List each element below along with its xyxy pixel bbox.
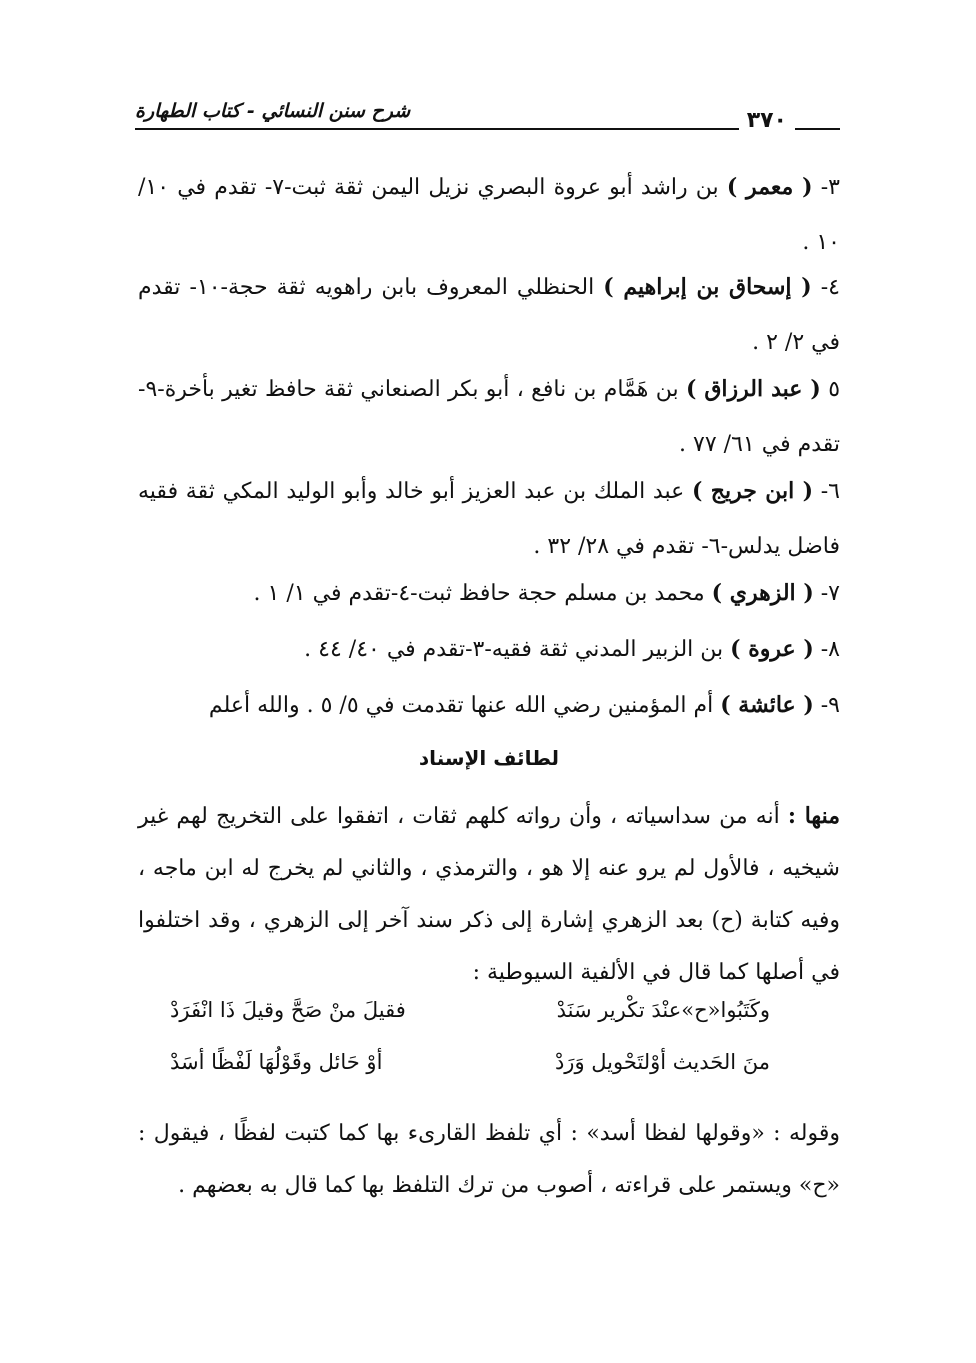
narrator-entry-9: [138, 678, 840, 733]
narrator-name: ( عبد الرزاق ): [685, 376, 821, 402]
poem-verse-1: [170, 998, 770, 1038]
entry-number: ٦-: [820, 479, 840, 504]
narrator-name: ( الزهري ): [711, 580, 814, 606]
narrator-text: بن الزبير المدني ثقة فقيه-٣-تقدم في ٤٠/ ٤٤ .: [304, 637, 724, 662]
verse-first-hemistich: وكَتَبُوا«ح»عنْدَ تكْرير سَنَدْ: [556, 998, 770, 1022]
paragraph-text: أنه من سداسياته ، وأن رواته كلهم ثقات ، اتفقوا على التخريج لهم غير شيخيه ، فالأول لم يرو عنه إلا هو ، والترمذي ، والثاني لم يخرج له ابن ماجه ، وفيه كتابة (ح) بعد الزهري إشارة إلى ذكر سند آخر إلى الزهري ، وقد اختلفوا في أصلها كما قال في الألفية السيوطية :: [138, 804, 840, 985]
narrator-entry-3: [138, 160, 840, 270]
entry-number: ٨-: [820, 637, 840, 662]
narrator-text: عبد الملك بن عبد العزيز أبو خالد وأبو الوليد المكي ثقة فقيه فاضل يدلس-٦- تقدم في ٢٨/ ٣٢ .: [138, 479, 840, 559]
entry-number: ٥: [828, 377, 841, 402]
narrator-text: بن هَمَّام بن نافع ، أبو بكر الصنعاني ثقة حافظ تغير بأخرة-٩- تقدم في ٦١/ ٧٧ .: [138, 377, 840, 457]
header-rule: [135, 128, 840, 130]
page-header: [135, 98, 840, 138]
narrator-entry-5: [138, 362, 840, 472]
narrator-text: الحنظلي المعروف بابن راهويه ثقة حجة-١٠- تقدم في ٢/ ٢ .: [138, 275, 840, 355]
narrator-name: ( معمر ): [726, 174, 813, 200]
narrator-text: محمد بن مسلم حجة حافظ ثبت-٤-تقدم في ١/ ١ .: [253, 581, 705, 606]
entry-number: ٩-: [820, 693, 840, 718]
verse-first-hemistich: منَ الحَديث أوْلتَحْويل وَرَدْ: [554, 1050, 770, 1074]
narrator-name: ( ابن جريج ): [691, 478, 813, 504]
narrator-entry-4: [138, 260, 840, 370]
narrator-entry-6: [138, 464, 840, 574]
narrator-name: ( إسحاق بن إبراهيم ): [603, 274, 812, 300]
narrator-text: بن راشد أبو عروة البصري نزيل اليمن ثقة ثبت-٧- تقدم في ١٠/ ١٠ .: [138, 175, 840, 255]
narrator-name: ( عائشة ): [720, 692, 814, 718]
narrator-name: ( عروة ): [730, 636, 814, 662]
paragraph-lead: منها :: [787, 803, 840, 829]
narrator-text: أم المؤمنين رضي الله عنها تقدمت في ٥/ ٥ . والله أعلم: [208, 693, 714, 718]
poem-verse-2: [170, 1050, 770, 1090]
narrator-entry-8: [138, 622, 840, 677]
entry-number: ٣-: [820, 175, 840, 200]
entry-number: ٤-: [820, 275, 840, 300]
verse-second-hemistich: أوْ حَائل وقَوْلُهَا لَفْظًا أسَدْ: [170, 1050, 383, 1074]
narrator-entry-7: [138, 566, 840, 621]
entry-number: ٧-: [820, 581, 840, 606]
page-number: ٣٧٠: [739, 108, 795, 133]
section-paragraph: [138, 790, 840, 999]
closing-paragraph: وقوله : «وقولها لفظا أسد» : أي تلفظ القارىء بها كما كتبت لفظًا ، فيقول : «ح» ويستمر على قراءته ، أصوب من ترك التلفظ بها كما قال به بعضهم .: [138, 1121, 840, 1198]
verse-second-hemistich: فقيلَ منْ صَحَّ وقيلَ ذَا انْفَرَدْ: [170, 998, 406, 1022]
section-heading: لطائف الإسناد: [418, 746, 560, 770]
running-title: شرح سنن النسائي - كتاب الطهارة: [135, 100, 411, 122]
